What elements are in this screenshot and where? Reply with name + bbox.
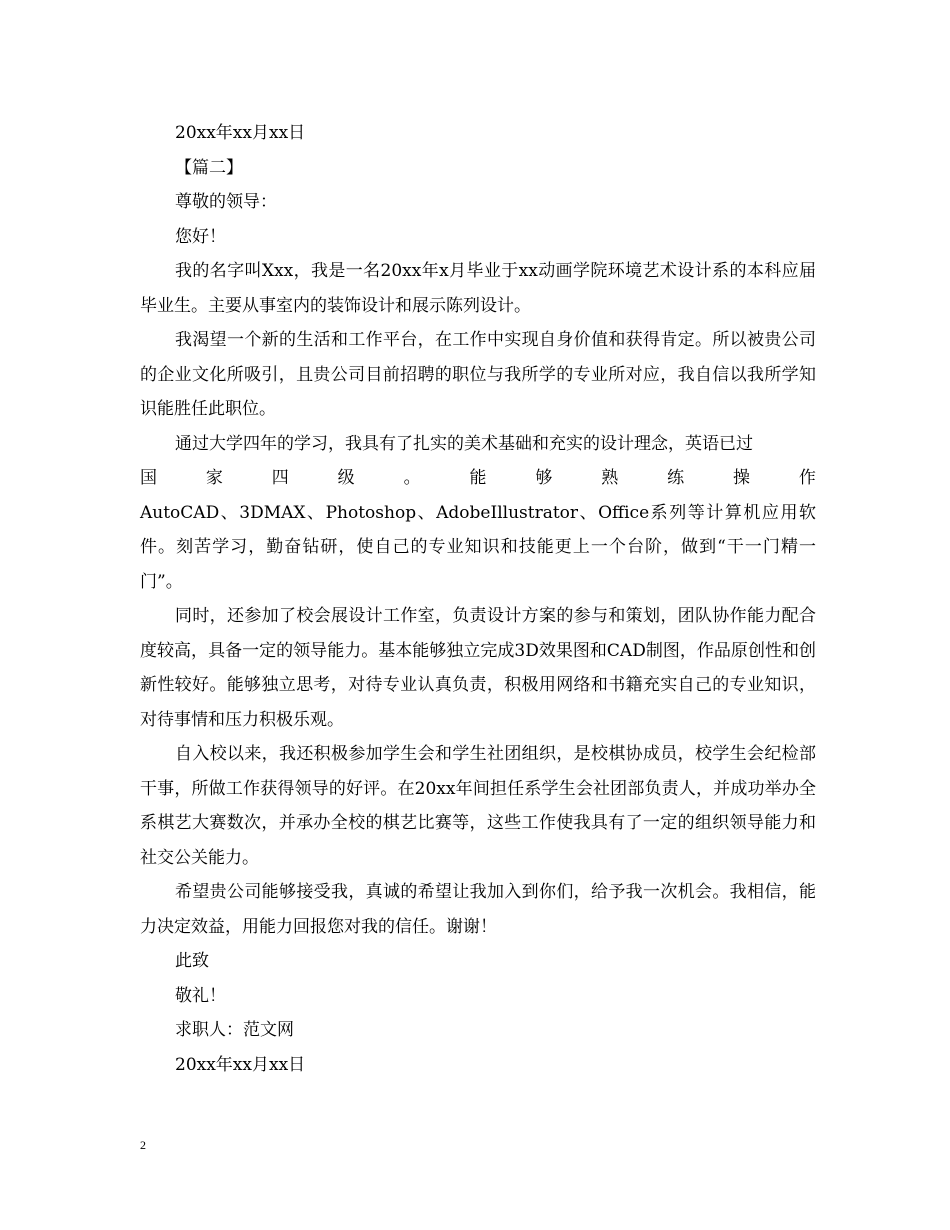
paragraph-intro: 我的名字叫Xxx，我是一名20xx年x月毕业于xx动画学院环境艺术设计系的本科应届毕业生。主要从事室内的装饰设计和展示陈列设计。: [140, 261, 816, 316]
page-number: 2: [140, 1138, 146, 1152]
section-title: 【篇二】: [175, 157, 243, 178]
signature: 求职人：范文网: [175, 1020, 294, 1040]
spread-char: 够: [535, 468, 553, 488]
spread-char: 国: [140, 468, 157, 488]
greeting: 您好！: [175, 226, 226, 247]
spread-char: 能: [469, 468, 487, 488]
bottom-date: 20xx年xx月xx日: [175, 1054, 306, 1075]
paragraph-student-union: 自入校以来，我还积极参加学生会和学生社团组织，是校棋协成员，校学生会纪检部干事，所做工作获得领导的好评。在20xx年间担任系学生会社团部负责人，并成功举办全系棋艺大赛数次，并承办全校的棋艺比赛等，这些工作使我具有了一定的组织领导能力和社交公关能力。: [140, 744, 816, 868]
paragraph-skills-rest: AutoCAD、3DMAX、Photoshop、AdobeIllustrator、Office系列等计算机应用软件。刻苦学习，勤奋钻研，使自己的专业知识和技能更上一个台阶，做到“干一门精一门”。: [140, 502, 816, 592]
paragraph-studio: 同时，还参加了校会展设计工作室，负责设计方案的参与和策划，团队协作能力配合度较高，具备一定的领导能力。基本能够独立完成3D效果图和CAD制图，作品原创性和创新性较好。能够独立思考，对待专业认真负责，积极用网络和书籍充实自己的专业知识，对待事情和压力积极乐观。: [140, 606, 816, 730]
spread-char: 练: [667, 468, 685, 488]
top-date: 20xx年xx月xx日: [175, 123, 306, 143]
paragraph-closing-request: 希望贵公司能够接受我，真诚的希望让我加入到你们，给予我一次机会。我相信，能力决定效益，用能力回报您对我的信任。谢谢！: [140, 882, 816, 937]
spread-char: 家: [205, 468, 223, 488]
paragraph-motivation: 我渴望一个新的生活和工作平台，在工作中实现自身价值和获得肯定。所以被贵公司的企业文化所吸引，且贵公司目前招聘的职位与我所学的专业所对应，我自信以我所学知识能胜任此职位。: [140, 330, 816, 419]
spread-char: 操: [733, 468, 751, 488]
spread-char: 四: [271, 468, 289, 488]
letter-body: [140, 116, 816, 1082]
closing-2: 敬礼！: [175, 985, 226, 1006]
spread-char: 作: [798, 468, 816, 488]
spread-char: 级: [337, 468, 355, 488]
salutation: 尊敬的领导：: [175, 192, 277, 212]
paragraph-skills-line-2: [140, 461, 816, 496]
closing-1: 此致: [175, 951, 209, 971]
spread-char: 熟: [601, 468, 619, 488]
spread-char: 。: [403, 468, 421, 488]
paragraph-skills-line-1: 通过大学四年的学习，我具有了扎实的美术基础和充实的设计理念，英语已过: [175, 433, 753, 454]
